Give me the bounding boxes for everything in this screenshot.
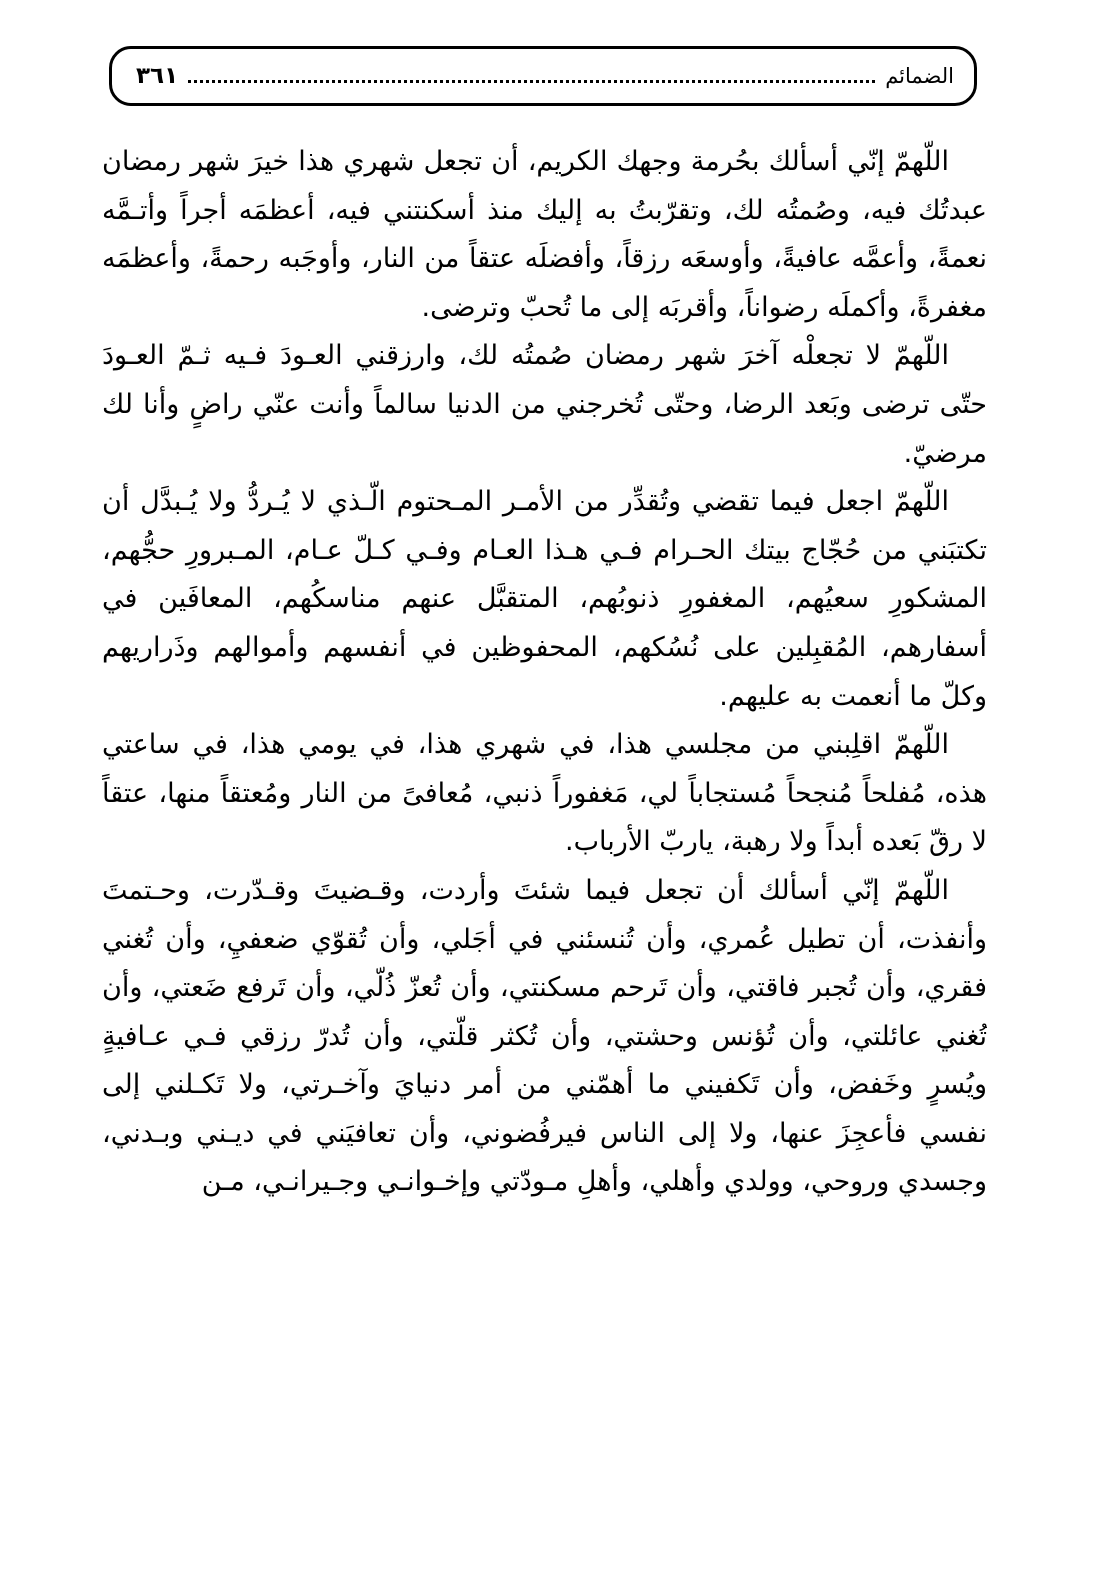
page-number: ٣٦١ bbox=[136, 63, 179, 89]
paragraph: اللّهمّ اجعل فيما تقضي وتُقدِّر من الأمـر المـحتوم الّـذي لا يُـردُّ ولا يُـبدَّل أن تكتبَني من حُجّاج بيتك الحـرام فـي هـذا العـام وفـي كـلّ عـام، المـبرورِ حجُّهم، المشكورِ سعيُهم، المغفورِ ذنوبُهم، المتقبَّل عنهم مناسكُهم، المعافَين في أسفارهم، المُقبِلين على نُسُكهم، المحفوظين في أنفسهم وأموالهم وذَراريهم وكلّ ما أنعمت به عليهم. bbox=[102, 486, 987, 712]
paragraph: اللّهمّ اقلِبني من مجلسي هذا، في شهري هذا، في يومي هذا، في ساعتي هذه، مُفلحاً مُنجحاً مُستجاباً لي، مَغفوراً ذنبي، مُعافىً من النار ومُعتقاً منها، عتقاً لا رقّ بَعده أبداً ولا رهبة، ياربّ الأرباب. bbox=[102, 729, 987, 858]
body-text bbox=[102, 138, 987, 1558]
running-header bbox=[109, 46, 977, 106]
paragraph: اللّهمّ إنّي أسألك أن تجعل فيما شئتَ وأردت، وقـضيتَ وقـدّرت، وحـتمتَ وأنفذت، أن تطيل عُمري، وأن تُنسئني في أجَلي، وأن تُقوّي ضعفيِ، وأن تُغني فقري، وأن تُجبر فاقتي، وأن تَرحم مسكنتي، وأن تُعزّ ذُلّي، وأن تَرفع ضَعتي، وأن تُغني عائلتي، وأن تُؤنس وحشتي، وأن تُكثر قلّتي، وأن تُدرّ رزقي فـي عـافيةٍ ويُسرٍ وخَفض، وأن تَكفيني ما أهمّني من أمر دنيايَ وآخـرتي، ولا تَكـلني إلى نفسي فأعجِزَ عنها، ولا إلى الناس فيرفُضوني، وأن تعافيَني في ديـني وبـدني، وجسدي وروحي، وولدي وأهلي، وأهلِ مـودّتي وإخـوانـي وجـيرانـي، مـن bbox=[102, 874, 987, 1198]
header-title: الضمائم bbox=[885, 64, 954, 88]
header-dot-leader bbox=[188, 80, 875, 83]
paragraph: اللّهمّ إنّي أسألك بحُرمة وجهك الكريم، أن تجعل شهري هذا خيرَ شهر رمضان عبدتُك فيه، وصُمتُه لك، وتقرّبتُ به إليك منذ أسكنتني فيه، أعظمَه أجراً وأتـمَّه نعمةً، وأعمَّه عافيةً، وأوسعَه رزقاً، وأفضلَه عتقاً من النار، وأوجَبه رحمةً، وأعظمَه مغفرةً، وأكملَه رضواناً، وأقربَه إلى ما تُحبّ وترضى. bbox=[102, 146, 987, 323]
paragraph: اللّهمّ لا تجعلْه آخرَ شهر رمضان صُمتُه لك، وارزقني العـودَ فـيه ثـمّ العـودَ حتّى ترضى وبَعد الرضا، وحتّى تُخرجني من الدنيا سالماً وأنت عنّي راضٍ وأنا لك مرضيّ. bbox=[102, 340, 987, 469]
